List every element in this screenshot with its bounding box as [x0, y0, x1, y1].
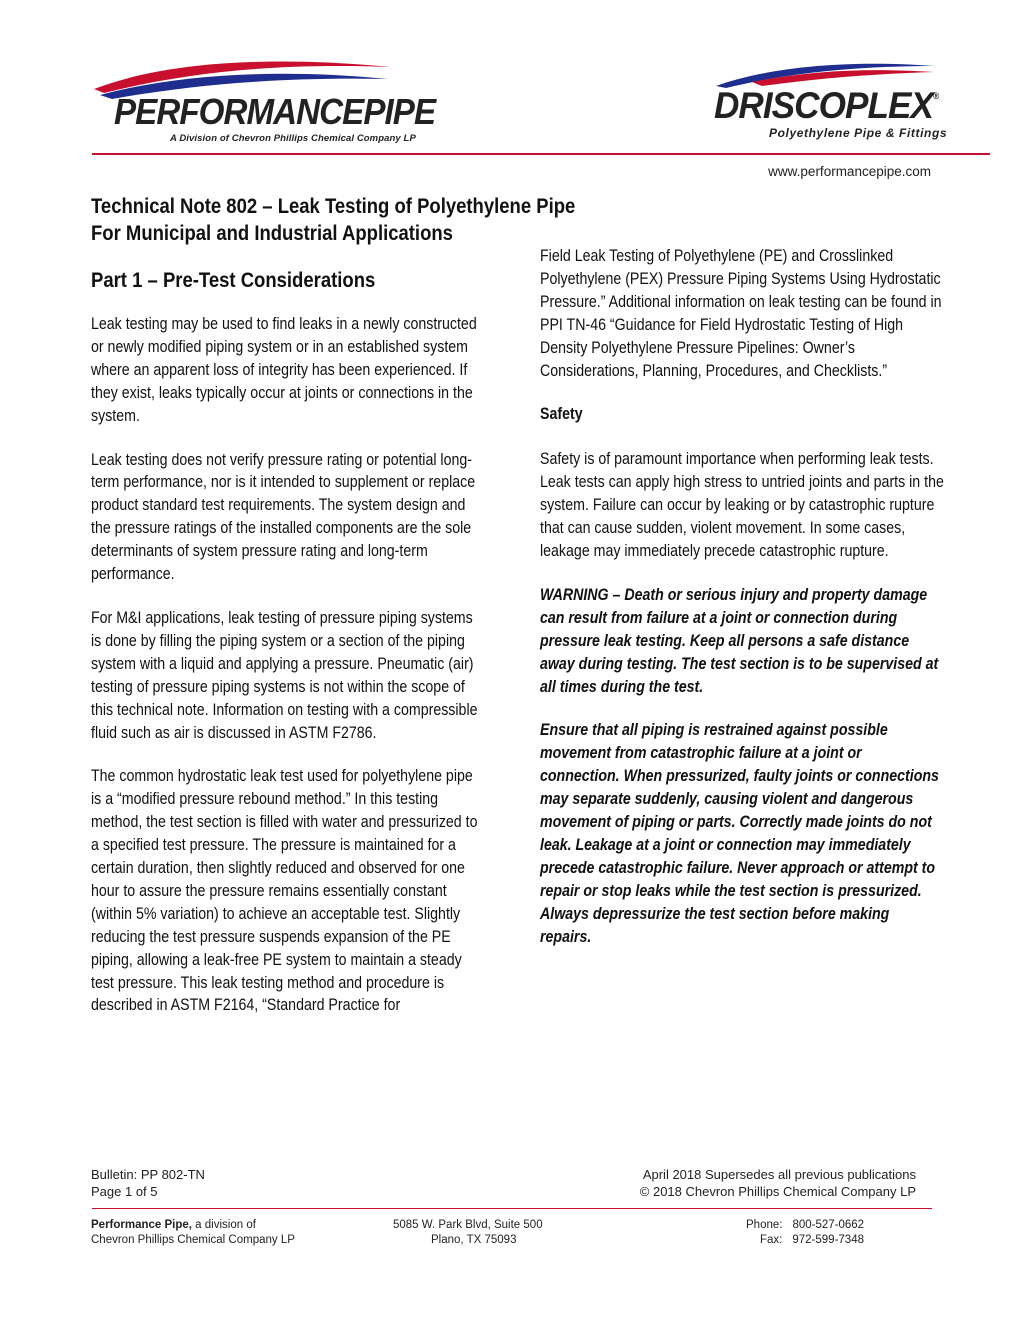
paragraph-safety: Safety is of paramount importance when performing leak tests. Leak tests can apply high stress to untried joints and parts in the system. Failure can occur by leaking or by catastrophic rupture that can cause sudden, violent movement. In some cases, leakage may immediately precede catastrophic rupture.: [540, 450, 944, 560]
fax-number: Fax: 972-599-7348: [760, 1234, 864, 1246]
left-column: [91, 313, 482, 1017]
logo-right-name: DRISCOPLEX®: [714, 85, 939, 126]
document-subtitle: For Municipal and Industrial Applications: [91, 221, 453, 245]
bulletin-number: Bulletin: PP 802-TN: [91, 1167, 205, 1182]
copyright: © 2018 Chevron Phillips Chemical Company LP: [639, 1184, 916, 1199]
safety-heading: Safety: [540, 405, 583, 424]
performance-pipe-logo: [92, 55, 436, 150]
website-link[interactable]: www.performancepipe.com: [768, 164, 931, 179]
page-number: Page 1 of 5: [91, 1184, 158, 1199]
company-parent: Chevron Phillips Chemical Company LP: [91, 1234, 295, 1246]
paragraph-hydrostatic: The common hydrostatic leak test used for polyethylene pipe is a “modified pressure rebound method.” In this testing method, the test section is filled with water and pressurized to a specified test pressure. The pressure is maintained for a certain duration, then slightly reduced and observed for one hour to assure the pressure remains essentially constant (within 5% variation) to achieve an acceptable test. Slightly reducing the test pressure suspends expansion of the PE piping, allowing a leak-free PE system to maintain a steady test pressure. This leak testing method and procedure is described in ASTM F2164, “Standard Practice for: [91, 767, 478, 1015]
document-title: Technical Note 802 – Leak Testing of Polyethylene Pipe: [91, 194, 576, 218]
phone-number: Phone: 800-527-0662: [746, 1219, 865, 1231]
registered-mark: ®: [933, 91, 939, 101]
part-heading: Part 1 – Pre-Test Considerations: [91, 268, 376, 292]
company-name: Performance Pipe, a division of: [91, 1219, 256, 1231]
street-address: 5085 W. Park Blvd, Suite 500: [393, 1219, 543, 1231]
logo-left-tagline: A Division of Chevron Phillips Chemical Company LP: [170, 133, 416, 144]
paragraph-warning: WARNING – Death or serious injury and property damage can result from failure at a joint or connection during pressure leak testing. Keep all persons a safe distance away during testing. The test section is to be supervised at all times during the test.: [540, 585, 939, 696]
paragraph-restraint: Ensure that all piping is restrained against possible movement from catastrophic failure at a joint or connection. When pressurized, faulty joints or connections may separate suddenly, causing violent and dangerous movement of piping or parts. Correctly made joints do not leak. Leakage at a joint or connection may immediately precede catastrophic failure. Never approach or attempt to repair or stop leaks while the test section is pressurized. Always depressurize the test section before making repairs.: [540, 721, 939, 946]
right-column: [540, 245, 944, 948]
date-note: April 2018 Supersedes all previous publications: [642, 1167, 916, 1182]
header-divider: [92, 153, 990, 155]
paragraph-rating: Leak testing does not verify pressure rating or potential long-term performance, nor is it intended to supplement or replace product standard test requirements. The system design and the pressure ratings of the installed components are the sole determinants of system pressure rating and long-term performance.: [91, 450, 476, 584]
logo-right-tagline: Polyethylene Pipe & Fittings: [769, 126, 948, 140]
footer-divider: [92, 1208, 932, 1209]
paragraph-mi-applications: For M&I applications, leak testing of pressure piping systems is done by filling the piping system or a section of the piping system with a liquid and applying a pressure. Pneumatic (air) testing of pressure piping systems is not within the scope of this technical note. Information on testing with a compressible fluid such as air is discussed in ASTM F2786.: [91, 608, 478, 742]
paragraph-intro: Leak testing may be used to find leaks in a newly constructed or newly modified piping system or in an established system where an apparent loss of integrity has been experienced. If they exist, leaks typically occur at joints or connections in the system.: [91, 315, 477, 425]
city-address: Plano, TX 75093: [431, 1234, 517, 1246]
driscoplex-logo: [712, 60, 948, 145]
paragraph-continuation: Field Leak Testing of Polyethylene (PE) and Crosslinked Polyethylene (PEX) Pressure Piping Systems Using Hydrostatic Pressure.” Additional information on leak testing can be found in PPI TN-46 “Guidance for Field Hydrostatic Testing of High Density Polyethylene Pressure Pipelines: Owner’s Considerations, Planning, Procedures, and Checklists.”: [540, 247, 942, 380]
logo-left-name: PERFORMANCEPIPE: [114, 91, 436, 132]
